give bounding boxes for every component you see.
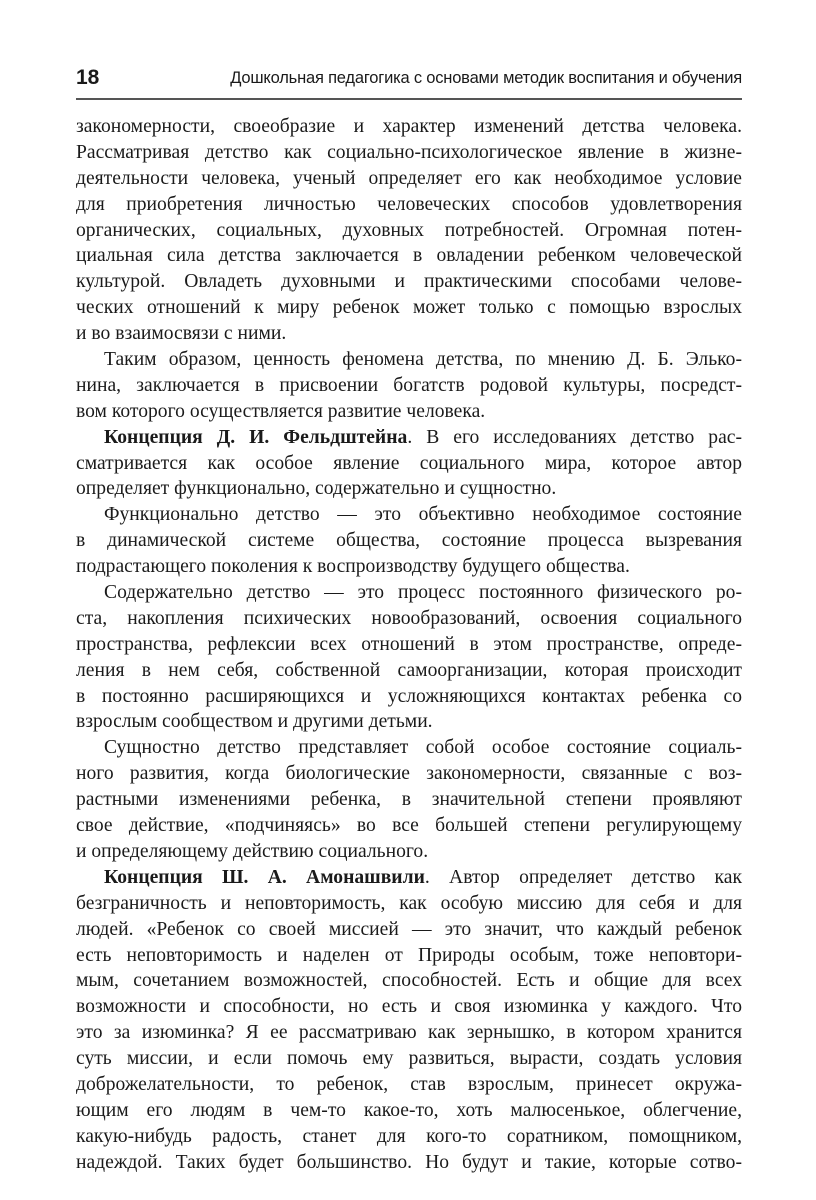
- text-line: [76, 943, 742, 969]
- text-line: [76, 347, 742, 373]
- text-line: [76, 166, 742, 192]
- line-text: . Автор определяет детство как: [424, 866, 742, 888]
- paragraph: [76, 425, 742, 503]
- line-text: . В его исследованиях детство рас-: [407, 426, 742, 448]
- text-line: [76, 580, 742, 606]
- text-line: [76, 192, 742, 218]
- concept-heading: Концепция Ш. А. Амонашвили: [104, 866, 425, 888]
- text-line: [76, 218, 742, 244]
- text-line: [76, 554, 742, 580]
- line-text: ного развития, когда биологические закономерности, связанные с воз-: [76, 763, 742, 785]
- line-text: доброжелательности, то ребенок, став взрослым, принесет окружа-: [76, 1073, 742, 1095]
- paragraph: [76, 865, 742, 1176]
- line-text: Таким образом, ценность феномена детства, по мнению Д. Б. Элько-: [104, 349, 742, 371]
- line-text: и определяющему действию социального.: [76, 840, 429, 862]
- text-line: [76, 1020, 742, 1046]
- line-text: суть миссии, и если помочь ему развиться, вырасти, создать условия: [76, 1048, 742, 1070]
- text-line: [76, 865, 742, 891]
- line-text: подрастающего поколения к воспроизводству будущего общества.: [76, 556, 630, 578]
- text-line: [76, 502, 742, 528]
- text-line: [76, 735, 742, 761]
- line-text: ления в нем себя, собственной самоорганизации, которая происходит: [76, 659, 742, 681]
- text-line: [76, 917, 742, 943]
- line-text: Рассматривая детство как социально-психологическое явление в жизне-: [76, 141, 742, 163]
- paragraph: [76, 580, 742, 735]
- paragraph: [76, 347, 742, 425]
- text-line: [76, 968, 742, 994]
- paragraph: [76, 114, 742, 347]
- line-text: растными изменениями ребенка, в значительной степени проявляют: [76, 789, 742, 811]
- line-text: Сущностно детство представляет собой особое состояние социаль-: [104, 737, 742, 759]
- line-text: в динамической системе общества, состояние процесса вызревания: [76, 530, 742, 552]
- text-line: [76, 684, 742, 710]
- line-text: ческих отношений к миру ребенок может только с помощью взрослых: [76, 297, 742, 319]
- line-text: пространства, рефлексии всех отношений в этом пространстве, опреде-: [76, 633, 742, 655]
- text-line: [76, 425, 742, 451]
- text-line: [76, 813, 742, 839]
- text-line: [76, 891, 742, 917]
- line-text: и во взаимосвязи с ними.: [76, 323, 287, 345]
- text-line: [76, 1098, 742, 1124]
- text-line: [76, 114, 742, 140]
- line-text: вом которого осуществляется развитие человека.: [76, 400, 486, 422]
- text-line: [76, 295, 742, 321]
- line-text: безграничность и неповторимость, как особую миссию для себя и для: [76, 892, 742, 914]
- text-line: [76, 787, 742, 813]
- text-line: [76, 709, 742, 735]
- line-text: взрослым сообществом и другими детьми.: [76, 711, 433, 733]
- text-line: [76, 632, 742, 658]
- line-text: какую-нибудь радость, станет для кого-то соратником, помощником,: [76, 1125, 742, 1147]
- line-text: ющим его людям в чем-то какое-то, хоть малюсенькое, облегчение,: [76, 1099, 742, 1121]
- text-line: [76, 476, 742, 502]
- line-text: ста, накопления психических новообразований, освоения социального: [76, 607, 742, 629]
- line-text: это за изюминка? Я ее рассматриваю как зернышко, в котором хранится: [76, 1022, 742, 1044]
- text-line: [76, 1046, 742, 1072]
- text-line: [76, 269, 742, 295]
- line-text: в постоянно расширяющихся и усложняющихся контактах ребенка со: [76, 685, 742, 707]
- text-line: [76, 451, 742, 477]
- text-line: [76, 761, 742, 787]
- text-line: [76, 606, 742, 632]
- line-text: органических, социальных, духовных потребностей. Огромная потен-: [76, 219, 742, 241]
- running-header: [76, 64, 742, 100]
- paragraph: [76, 502, 742, 580]
- line-text: сматривается как особое явление социального мира, которое автор: [76, 452, 742, 474]
- paragraph: [76, 735, 742, 864]
- line-text: надеждой. Таких будет большинство. Но будут и такие, которые сотво-: [76, 1151, 742, 1173]
- text-line: [76, 1124, 742, 1150]
- text-line: [76, 1150, 742, 1176]
- text-line: [76, 994, 742, 1020]
- line-text: культурой. Овладеть духовными и практическими способами челове-: [76, 271, 742, 293]
- line-text: есть неповторимость и наделен от Природы особым, тоже неповтори-: [76, 944, 742, 966]
- text-line: [76, 839, 742, 865]
- text-line: [76, 243, 742, 269]
- line-text: закономерности, своеобразие и характер изменений детства человека.: [76, 116, 742, 137]
- text-line: [76, 528, 742, 554]
- page-number: 18: [76, 66, 100, 89]
- text-line: [76, 321, 742, 347]
- line-text: циальная сила детства заключается в овладении ребенком человеческой: [76, 245, 742, 267]
- line-text: Содержательно детство — это процесс постоянного физического ро-: [104, 582, 742, 604]
- text-line: [76, 140, 742, 166]
- body-text: [76, 114, 742, 1176]
- text-line: [76, 399, 742, 425]
- line-text: определяет функционально, содержательно и сущностно.: [76, 478, 557, 500]
- line-text: людей. «Ребенок со своей миссией — это значит, что каждый ребенок: [76, 918, 742, 940]
- concept-heading: Концепция Д. И. Фельдштейна: [104, 426, 408, 448]
- line-text: возможности и способности, но есть и своя изюминка у каждого. Что: [76, 996, 742, 1018]
- line-text: свое действие, «подчиняясь» во все большей степени регулирующему: [76, 815, 742, 837]
- line-text: мым, сочетанием возможностей, способностей. Есть и общие для всех: [76, 970, 742, 992]
- running-title: Дошкольная педагогика с основами методик воспитания и обучения: [230, 69, 742, 87]
- text-line: [76, 373, 742, 399]
- line-text: нина, заключается в присвоении богатств родовой культуры, посредст-: [76, 374, 742, 396]
- line-text: Функционально детство — это объективно необходимое состояние: [104, 504, 742, 526]
- text-line: [76, 1072, 742, 1098]
- line-text: для приобретения личностью человеческих способов удовлетворения: [76, 193, 742, 215]
- line-text: деятельности человека, ученый определяет его как необходимое условие: [76, 167, 742, 189]
- text-line: [76, 658, 742, 684]
